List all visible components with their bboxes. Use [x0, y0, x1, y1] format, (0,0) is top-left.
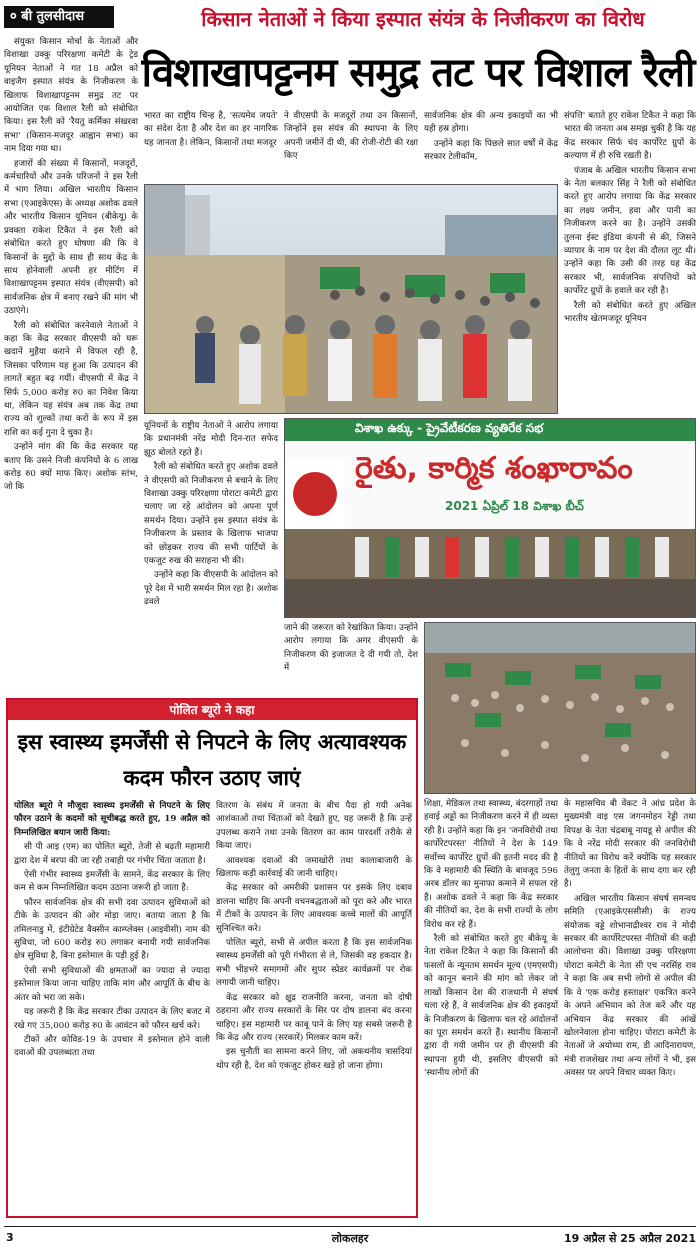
stage-banner-photo [284, 418, 696, 618]
banner-line3: 2021 ఏప్రిల్ 18 విశాఖ బీచ్ [445, 499, 584, 513]
paragraph: रैली को संबोधित करते हुए अशोक ढवले ने वीएसपी को निजीकरण से बचाने के लिए विशाखा उक्कु परिरक्षणा पोराटा कमेटी द्वारा चलाए जा रहे आंदोलन को अपना पूर्ण समर्थन दिया। उन्होंने इस इस्पात संयंत्र के निजीकरण के प्रस्ताव के खिलाफ भाजपा को छोड़कर राज्य की सभी पार्टियों के एकजुट रुख की सराहना भी की। [144, 462, 278, 567]
paragraph: संपत्ति' बताते हुए राकेश टिकैत ने कहा कि भारत की जनता अब समझ चुकी है कि यह केंद्र सरकार सिर्फ चंद कार्पोरेट ग्रुपों के कल्याण में ही रुचि रखती है। [564, 111, 696, 162]
paragraph: वितरण के संबंध में जनता के बीच पैदा हो गयी अनेक आशंकाओं तथा चिंताओं को देखते हुए, यह जरूरी है कि उन्हें उपलब्ध कराने तथा उनके वितरण का काम पारदर्शी तरीके से किया जाए। [216, 801, 412, 852]
paragraph: संयुक्त किसान मोर्चा के नेताओं और विशाखा उक्कु परिरक्षणा कमेटी के ट्रेड यूनियन नेताओं ने गत 18 अप्रैल को वाइजैग इस्पात संयंत्र के निजीकरण के खिलाफ विशाखापट्टनम समुद्र तट पर आयोजित एक विशाल रैली को संबोधित किया। इस रैली को 'रैयतु कर्मिका संखरवा सभा' (किसान-मजदूर आह्वान सभा) का नाम दिया गया था। [4, 37, 138, 155]
paragraph: ने वीएसपी के मजदूरों तथा उन किसानों, जिन्होंने इस संयंत्र की स्थापना के लिए अपनी जमीनें दी थी, की रोजी-रोटी की रक्षा किए [284, 111, 418, 162]
paragraph: रैली को संबोधित करते हुए अखिल भारतीय खेतमजदूर यूनियन [564, 300, 696, 325]
story1-col2-top [144, 110, 278, 182]
story2-col2 [216, 800, 412, 1216]
page-number: 3 [6, 1231, 14, 1244]
paragraph: भारत का राष्ट्रीय चिन्ह है, 'सत्यमेव जयते' का संदेश देता है और देश का हर नागरिक यह जानता है। लेकिन, किसानों तथा मजदूर [144, 111, 278, 148]
story2-kicker: पोलित ब्यूरो ने कहा [8, 700, 416, 720]
story1-tail-col4 [424, 798, 558, 1218]
story1-col3-top [284, 110, 418, 182]
footer-rule [4, 1226, 696, 1227]
paragraph: शिक्षा, मेडिकल तथा स्वास्थ्य, बंदरगाहों तथा हवाई अड्डों का निजीकरण करने में ही व्यस्त रही है। उन्होंने कहा कि इन 'जनविरोधी तथा कार्पोरेटपरस्त' नीतियों ने देश के 149 सर्वोच्च कार्पोरेट ग्रुपों की इतनी मदद की है कि वे महामारी की स्थिति के बावजूद 596 अरब डॉलर का मुनाफा कमाने में सफल रहे हैं। अशोक ढवले ने कहा कि केंद्र सरकार की नीतियों का, देश के सभी राज्यों के लोग विरोध कर रहे हैं। [424, 799, 558, 930]
story1-tail-col5 [564, 798, 696, 1218]
banner-line2: రైతు, కార్మిక శంఖారావం [355, 451, 633, 486]
main-headline: विशाखापट्टनम समुद्र तट पर विशाल रैली [141, 50, 695, 96]
story1-col4-mid [284, 622, 418, 696]
rally-march-photo [144, 184, 558, 414]
banner-line1: విశాఖ ఉక్కు - ప్రైవేటీకరణ వ్యతిరేక సభ [355, 421, 544, 435]
crowd-photo [424, 622, 696, 794]
paragraph: पंजाब के अखिल भारतीय किसान सभा के नेता बलकार सिंह ने रैली को संबोधित करते हुए आरोप लगाया कि केंद्र सरकार का लक्ष्य जमीन, हवा और पानी का निजीकरण करने का है। उन्होंने उसकी तुलना ईस्ट इंडिया कंपनी से की, जिसने व्यापार के नाम पर देश की दौलत लूट थी। उन्होंने कहा कि उसी की तरह यह केंद्र सरकार भी, सार्वजनिक संपत्तियों को कार्पोरेट ग्रुपों के हवाले कर रही है। [564, 165, 696, 297]
paragraph: हजारों की संख्या में किसानों, मजदूरों, कर्मचारियों और उनके परिजनों ने इस रैली में भाग लिया। अखिल भारतीय किसान सभा (एआइकेएस) के अध्यक्ष अशोक ढवले और भारतीय किसान यूनियन (बीकेयू) के प्रवक्ता राकेश टिकैत ने इस रैली को संबोधित करते हुए घोषणा की कि वे किसानों के मुद्दों के साथ ही साथ केंद्र के साथ होनेवाली अपनी हर मीटिंग में विशाखापट्टनम इस्पात संयंत्र (वीएसपी) को सार्वजनिक क्षेत्र में बनाए रखने की मांग भी उठाएंगे। [4, 158, 138, 317]
paragraph: अखिल भारतीय किसान संघर्ष समन्वय समिति (एआइकेएससीसी) के राज्य संयोजक वड्डे शोभानाद्रीश्वर राव ने मोदी सरकार की कार्पोरेटपरस्त नीतियों की कड़ी आलोचना की। विशाखा उक्कु परिरक्षणा पोराटा कमेटी के नेता सी एच नरसिंह राव ने कहा कि अब सभी लोगों से अपील की कि वे 'एक करोड़ हस्ताक्षर' एकत्रित करने के अपने अभियान को तेज करें और यह अभियान केंद्र सरकार की आंखें खोलनेवाला होना चाहिए। पोराटा कमेटी के नेताओं जे अयोध्या राम, डी आदिनारायण, मंत्री राजशेखर तथा अन्य लोगों ने भी, इस अवसर पर अपने विचार व्यक्त किए। [564, 893, 696, 1079]
paragraph: ऐसी गंभीर स्वास्थ्य इमर्जेंसी के सामने, केंद्र सरकार के लिए कम से कम निम्नलिखित कदम उठाना जरूरी हो जाता है: [14, 870, 210, 894]
paragraph: रैली को संबोधित करते हुए बीकेयू के नेता राकेश टिकैत ने कहा कि किसानों की फसलों के न्यूनतम समर्थन मूल्य (एमएसपी) को कानून बनाने की मांग को लेकर जो लाखों किसान देश की राजधानी में संघर्ष चला रहे हैं, वे सार्वजनिक क्षेत्र की इकाइयों के निजीकरण के खिलाफ चल रहे आंदोलनों का पूरा समर्थन करते हैं। स्थानीय किसानों द्वारा दी गयी जमीन पर ही वीएसपी की स्थापना हुयी थी, इसलिए वीएसपी को 'स्थानीय लोगों की [424, 934, 558, 1079]
story1-col4-top [424, 110, 558, 182]
paragraph: यह जरूरी है कि केंद्र सरकार टीका उत्पादन के लिए बजट में रखे गए 35,000 करोड़ रु0 के आवंटन को फौरन खर्च करे। [14, 1007, 210, 1031]
story1-col5 [564, 110, 696, 410]
paragraph: केंद्र सरकार को क्षुद्र राजनीति करना, जनता को दोषी ठहराना और राज्य सरकारों के सिर पर दोष डालना बंद करना चाहिए। इस महामारी पर काबू पाने के लिए यह सबसे जरूरी है कि केंद्र और राज्य (सरकारें) मिलकर काम करें। [216, 992, 412, 1043]
issue-date: 19 अप्रैल से 25 अप्रैल 2021 [563, 1232, 696, 1245]
paragraph: पोलित ब्यूरो, सभी से अपील करता है कि इस सार्वजनिक स्वास्थ्य इमर्जेंसी को पूरी गंभीरता से ले, जिसकी वह हकदार है। सभी भीड़भरे समागमों और सुपर स्प्रेडर कार्यक्रमों पर रोक लगायी जानी चाहिए। [216, 938, 412, 989]
story1-col1 [4, 36, 138, 696]
paragraph: इस चुनौती का सामना करने लिए, जो अकथनीय त्रासदियां थोप रही है, देश को एकजुट होकर खड़े हो जाना होगा। [216, 1047, 412, 1071]
column-tag: ० बी तुलसीदास [4, 6, 114, 28]
paragraph: आवश्यक दवाओं की जमाखोरी तथा कालाबाजारी के खिलाफ कड़ी कार्रवाई की जानी चाहिए। [216, 855, 412, 880]
rally-march-image [145, 185, 558, 414]
paragraph: सी पी आइ (एम) का पोलित ब्यूरो, तेजी से बढ़ती महामारी द्वारा देश में बरपा की जा रही तबाही पर गंभीर चिंता जताता है। [14, 842, 210, 866]
story2-headline-line2: कदम फौरन उठाए जाएं [123, 766, 301, 790]
paragraph: फौरन सार्वजनिक क्षेत्र की सभी दवा उत्पादन सुविधाओं को टीके के उत्पादन की ओर मोड़ा जाए। बताया जाता है कि तमिलनाडु में, इंटीग्रेटेड वैक्सीन काम्प्लेक्स (आइवीसी) नाम की सुविधा, जो 600 करोड़ रु0 लगाकर बनायी गयी सार्वजनिक क्षेत्र सुविधा है, बिना इस्तेमाल के पड़ी हुई है। [14, 897, 210, 962]
paragraph: सार्वजनिक क्षेत्र की अन्य इकाइयों का भी यही हस्र होगा। [424, 111, 558, 135]
paragraph: उन्होंने कहा कि पिछले सात वर्षों में केंद्र सरकार टेलीकॉम, [424, 138, 558, 163]
paragraph: यूनियनों के राष्ट्रीय नेताओं ने आरोप लगाया कि प्रधानमंत्री नरेंद्र मोदी दिन-रात सफेद झूठ बोलते रहते हैं। [144, 421, 278, 458]
story2-col1 [14, 800, 210, 1216]
stage-image [285, 419, 696, 618]
paragraph: टीकों और कोविड-19 के उपचार में इस्तेमाल होने वाली दवाओं की उपलब्धता तथा [14, 1034, 210, 1059]
publication-name: लोकलहर [331, 1232, 369, 1245]
paragraph: उन्होंने मांग की कि केंद्र सरकार यह बताए कि उसने निजी कंपनियों के 6 लाख करोड़ रु0 क्यों माफ किए। अशोक स्तंभ, जो कि [4, 442, 138, 493]
paragraph: रैली को संबोधित करनेवाले नेताओं ने कहा कि केंद्र सरकार वीएसपी को घरू खदानें मुहैया कराने में विफल रही है, जिसका परिणाम यह हुआ कि उत्पादन की लागतें बहुत बढ़ गयीं। वीएसपी में केंद्र ने सिर्फ 5,000 करोड़ रु0 का निवेश किया था, लेकिन यह संयंत्र अब तक केंद्र तथा राज्य को शुल्कों तथा करों के रूप में इस राशि का कई गुना दे चुका है। [4, 320, 138, 438]
crowd-image [425, 623, 696, 794]
paragraph: उन्होंने कहा कि वीएसपी के आंदोलन को पूरे देश में भारी समर्थन मिल रहा है। अशोक ढवले [144, 570, 278, 608]
paragraph: जाने की जरूरत को रेखांकित किया। उन्होंने आरोप लगाया कि अगर वीएसपी के निजीकरण की इजाजत दे दी गयी तो, देश में [284, 623, 418, 674]
story1-col2-mid [144, 420, 278, 696]
paragraph: ऐसी सभी सुविधाओं की क्षमताओं का ज्यादा से ज्यादा इस्तेमाल किया जाना चाहिए ताकि मांग और आपूर्ति के बीच के अंतर को भरा जा सके। [14, 965, 210, 1003]
top-headline: किसान नेताओं ने किया इस्पात संयंत्र के निजीकरण का विरोध [201, 7, 645, 31]
lead-paragraph: पोलित ब्यूरो ने मौजूदा स्वास्थ्य इमर्जेंसी से निपटने के लिए फौरन उठाने के कदमों को सूचीबद्ध करते हुए, 19 अप्रैल को निम्नलिखित बयान जारी किया: [14, 801, 210, 838]
paragraph: के महासचिव बी वेंकट ने आंध्र प्रदेश के मुख्यमंत्री वाइ एस जगनमोहन रेड्डी तथा विपक्ष के नेता चंद्रबाबू नायडू से अपील की कि वे नरेंद्र मोदी सरकार की जनविरोधी नीतियों का विरोध करें क्योंकि यह सरकार तेलुगु जनता के हितों के साथ दगा कर रही है। [564, 799, 696, 890]
paragraph: केंद्र सरकार को अमरीकी प्रशासन पर इसके लिए दबाव डालना चाहिए कि अपनी वचनबद्धताओं को पूरा करे और भारत में टीकों के उत्पादन के लिए आवश्यक कच्चे मालों की आपूर्ति सुनिश्चित करे। [216, 883, 412, 934]
story2-headline-line1: इस स्वास्थ्य इमर्जेंसी से निपटने के लिए अत्यावश्यक [17, 730, 407, 754]
